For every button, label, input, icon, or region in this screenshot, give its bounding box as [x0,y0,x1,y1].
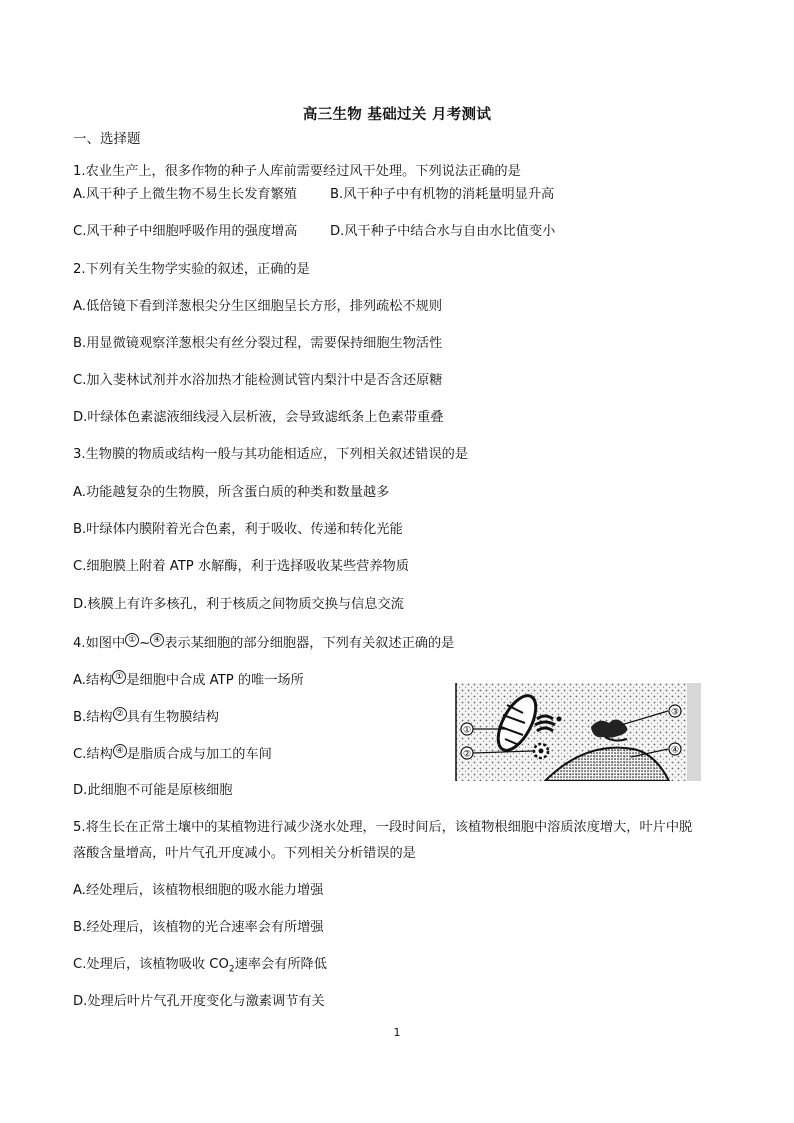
page-number: 1 [393,1026,401,1039]
q3-option-b: B.叶绿体内膜附着光合色素，利于吸收、传递和转化光能 [73,522,403,537]
q4-option-d: D.此细胞不可能是原核细胞 [73,783,233,798]
q5-option-b: B.经处理后，该植物的光合速率会有所增强 [73,920,324,935]
q1-option-a: A.风干种子上微生物不易生长发育繁殖 [73,187,297,202]
q1-option-b: B.风干种子中有机物的消耗量明显升高 [330,187,555,202]
q2-option-b: B.用显微镜观察洋葱根尖有丝分裂过程，需要保持细胞生物活性 [73,336,443,351]
q2-option-c: C.加入斐林试剂并水浴加热才能检测试管内梨汁中是否含还原糖 [73,373,443,388]
centriole-shape [534,744,548,758]
circled-number-1: ① [112,670,126,684]
circled-number-4: ④ [113,744,127,758]
q5-option-a: A.经处理后，该植物根细胞的吸水能力增强 [73,883,324,898]
q5-option-c: C.处理后，该植物吸收 $CO_2$速率会有所降低 [73,957,327,975]
q2-option-a: A.低倍镜下看到洋葱根尖分生区细胞呈长方形，排列疏松不规则 [73,299,443,314]
q5-stem-line2: 落酸含量增高，叶片气孔开度减小。下列相关分析错误的是 [73,846,416,861]
q2-option-d: D.叶绿体色素滤液细线浸入层析液，会导致滤纸条上色素带重叠 [73,410,444,425]
q4-stem: 4.如图中 ① ~ ④ 表示某细胞的部分细胞器，下列有关叙述正确的是 [73,635,455,651]
figure-label-1: ① [462,725,472,736]
circled-number-1: ① [125,633,139,647]
q4-option-a: A.结构 ① 是细胞中合成 ATP 的唯一场所 [73,672,304,688]
circled-number-2: ② [113,707,127,721]
q1-stem: 1.农业生产上，很多作物的种子人库前需要经过风干处理。下列说法正确的是 [73,164,521,179]
q4-option-c: C.结构 ④ 是脂质合成与加工的车间 [73,746,272,762]
q3-option-c: C.细胞膜上附着 ATP 水解酶，利于选择吸收某些营养物质 [73,559,409,574]
section-heading: 一、选择题 [73,131,141,147]
cell-organelle-figure [455,683,701,781]
figure-label-3: ③ [670,707,680,718]
circled-number-4: ④ [150,633,164,647]
figure-label-4: ④ [670,745,680,756]
q3-option-a: A.功能越复杂的生物膜，所含蛋白质的种类和数量越多 [73,485,390,500]
q5-stem-line1: 5.将生长在正常土壤中的某植物进行减少浇水处理，一段时间后，该植物根细胞中溶质浓度增大，叶片中脱 [73,820,693,835]
q2-stem: 2.下列有关生物学实验的叙述，正确的是 [73,262,310,277]
q1-option-c: C.风干种子中细胞呼吸作用的强度增高 [73,224,298,239]
q3-option-d: D.核膜上有许多核孔，利于核质之间物质交换与信息交流 [73,597,404,612]
q5-option-d: D.处理后叶片气孔开度变化与激素调节有关 [73,994,325,1009]
subscript-2: 2 [228,964,235,975]
q3-stem: 3.生物膜的物质或结构一般与其功能相适应，下列相关叙述错误的是 [73,447,469,462]
page-title: 高三生物 基础过关 月考测试 [302,107,492,123]
q1-option-d: D.风干种子中结合水与自由水比值变小 [330,224,556,239]
figure-label-2: ② [462,749,472,760]
q4-option-b: B.结构 ② 具有生物膜结构 [73,709,219,725]
